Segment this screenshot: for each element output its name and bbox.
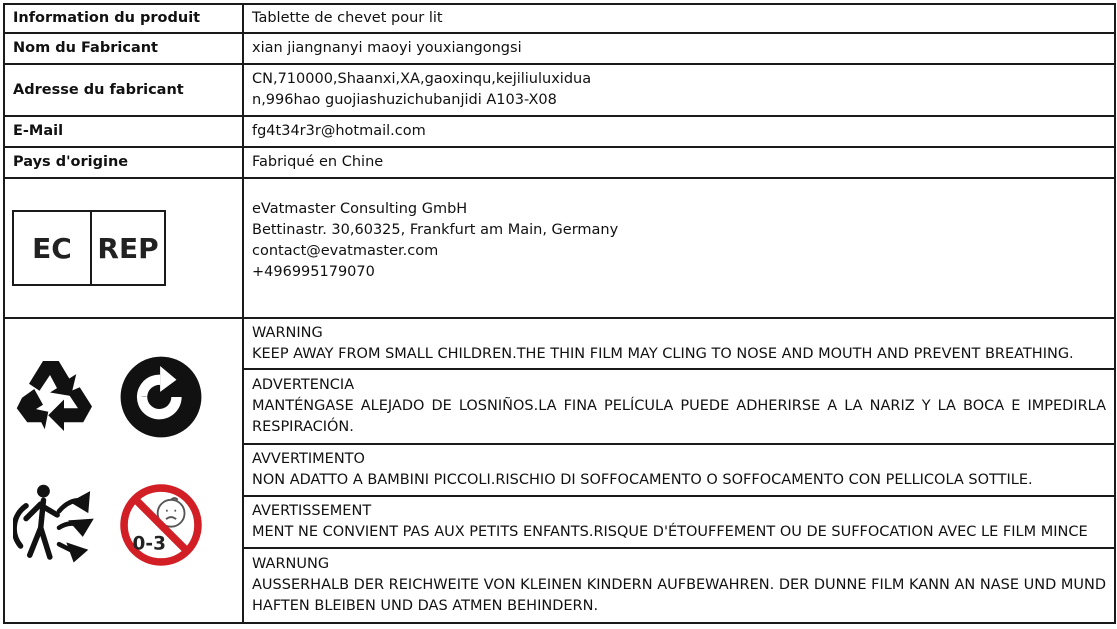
ec-rep-address: Bettinastr. 30,60325, Frankfurt am Main, Germany <box>252 222 619 238</box>
address-value <box>243 64 1115 116</box>
ec-rep-company: eVatmaster Consulting GmbH <box>252 201 468 217</box>
not-for-children-icon <box>119 483 203 567</box>
warning-es-text: MANTÉNGASE ALEJADO DE LOSNIÑOS.LA FINA PELÍCULA PUEDE ADHERIRSE A LA NARIZ Y LA BOCA E IMPEDIRLA RESPIRACIÓN. <box>252 398 1106 435</box>
age-range-label: 0-3 <box>132 533 166 555</box>
manufacturer-value: xian jiangnanyi maoyi youxiangongsi <box>243 33 1115 64</box>
warning-row-en <box>4 318 1115 369</box>
manufacturer-label: Nom du Fabricant <box>4 33 243 64</box>
origin-row <box>4 147 1115 178</box>
manufacturer-row <box>4 33 1115 64</box>
warning-it <box>243 444 1115 496</box>
triman-icon <box>13 482 105 568</box>
address-label: Adresse du fabricant <box>4 64 243 116</box>
ec-rep-symbol-left: EC <box>14 212 92 284</box>
ec-rep-row <box>4 178 1115 318</box>
ec-rep-details <box>243 178 1115 318</box>
product-label: Information du produit <box>4 4 243 33</box>
email-label: E-Mail <box>4 116 243 147</box>
warning-de <box>243 548 1115 623</box>
product-info-sheet <box>3 3 1114 626</box>
symbols-panel <box>5 319 226 619</box>
ec-rep-symbol-right: REP <box>97 231 159 265</box>
warning-fr-text: MENT NE CONVIENT PAS AUX PETITS ENFANTS.RISQUE D'ÉTOUFFEMENT OU DE SUFFOCATION AVEC LE FILM MINCE <box>252 524 1088 540</box>
warning-es-heading: ADVERTENCIA <box>252 377 355 393</box>
warning-fr-heading: AVERTISSEMENT <box>252 503 372 519</box>
warning-de-text: AUSSERHALB DER REICHWEITE VON KLEINEN KINDERN AUFBEWAHREN. DER DUNNE FILM KANN AN NASE UND MUND HAFTEN BLEIBEN UND DAS ATMEN BEHINDERN. <box>252 577 1106 614</box>
warning-de-heading: WARNUNG <box>252 556 330 572</box>
ec-rep-symbol <box>12 210 166 286</box>
warning-en-text: KEEP AWAY FROM SMALL CHILDREN.THE THIN FILM MAY CLING TO NOSE AND MOUTH AND PREVENT BREATHING. <box>252 345 1074 362</box>
warning-it-text: NON ADATTO A BAMBINI PICCOLI.RISCHIO DI SOFFOCAMENTO O SOFFOCAMENTO CON PELLICOLA SOTTILE. <box>252 472 1033 488</box>
address-row <box>4 64 1115 116</box>
address-line-1: CN,710000,Shaanxi,XA,gaoxinqu,kejiliuluxidua <box>252 71 592 87</box>
warning-en-heading: WARNING <box>252 324 323 341</box>
warning-fr <box>243 496 1115 548</box>
recycle-icon <box>13 354 101 438</box>
address-line-2: n,996hao guojiashuzichubanjidi A103-X08 <box>252 92 557 108</box>
email-value: fg4t34r3r@hotmail.com <box>243 116 1115 147</box>
product-info-table <box>3 3 1116 624</box>
origin-label: Pays d'origine <box>4 147 243 178</box>
warning-es <box>243 369 1115 444</box>
symbols-cell <box>4 318 243 623</box>
warning-en <box>243 318 1115 369</box>
product-row <box>4 4 1115 33</box>
ec-rep-phone: +496995179070 <box>252 264 375 280</box>
green-dot-icon <box>118 354 204 440</box>
ec-rep-email: contact@evatmaster.com <box>252 243 439 259</box>
origin-value: Fabriqué en Chine <box>243 147 1115 178</box>
product-value: Tablette de chevet pour lit <box>243 4 1115 33</box>
email-row <box>4 116 1115 147</box>
ec-rep-symbol-cell <box>4 178 243 318</box>
warning-it-heading: AVVERTIMENTO <box>252 451 365 467</box>
